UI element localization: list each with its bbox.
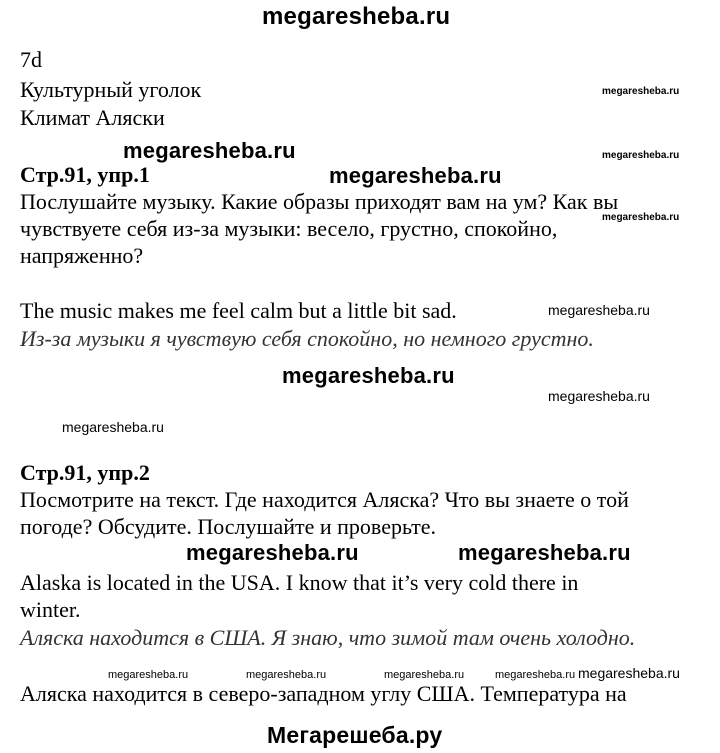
watermark: megaresheba.ru [384, 669, 465, 681]
exercise-2-task-line: погоде? Обсудите. Послушайте и проверьте. [20, 514, 437, 539]
footer-brand: Мегарешеба.ру [267, 722, 443, 748]
watermark: megaresheba.ru [548, 302, 650, 318]
watermark: megaresheba.ru [186, 540, 359, 565]
watermark: megaresheba.ru [329, 163, 502, 188]
watermark: megaresheba.ru [602, 150, 680, 161]
lesson-topic: Климат Аляски [20, 105, 165, 130]
exercise-2-label: Стр.91, упр.2 [20, 460, 150, 485]
exercise-2-answer-en-line: Alaska is located in the USA. I know that it’s very cold there in [20, 570, 579, 595]
watermark: megaresheba.ru [602, 212, 680, 223]
watermark: megaresheba.ru [458, 540, 631, 565]
watermark: megaresheba.ru [108, 669, 189, 681]
watermark: megaresheba.ru [495, 669, 576, 681]
watermark: megaresheba.ru [578, 665, 680, 681]
exercise-1-answer-ru: Из-за музыки я чувствую себя спокойно, но немного грустно. [20, 326, 594, 351]
lesson-section: Культурный уголок [20, 77, 202, 102]
exercise-2-text-line: Аляска находится в северо-западном углу США. Температура на [20, 681, 627, 706]
exercise-1-task-line: чувствуете себя из-за музыки: весело, грустно, спокойно, [20, 216, 558, 241]
watermark: megaresheba.ru [62, 419, 164, 435]
exercise-2-answer-en-line: winter. [20, 597, 81, 622]
watermark: megaresheba.ru [282, 363, 455, 388]
watermark: megaresheba.ru [123, 138, 296, 163]
watermark: megaresheba.ru [246, 669, 327, 681]
site-title: megaresheba.ru [262, 3, 451, 30]
lesson-code: 7d [20, 47, 42, 72]
watermark: megaresheba.ru [548, 388, 650, 404]
exercise-2-answer-ru: Аляска находится в США. Я знаю, что зимой там очень холодно. [20, 625, 636, 650]
exercise-2-task-line: Посмотрите на текст. Где находится Аляска? Что вы знаете о той [20, 487, 629, 512]
exercise-1-task-line: Послушайте музыку. Какие образы приходят вам на ум? Как вы [20, 189, 619, 214]
exercise-1-label: Стр.91, упр.1 [20, 162, 150, 187]
exercise-1-answer-en: The music makes me feel calm but a little bit sad. [20, 298, 457, 323]
watermark: megaresheba.ru [602, 86, 680, 97]
exercise-1-task-line: напряженно? [20, 243, 144, 268]
